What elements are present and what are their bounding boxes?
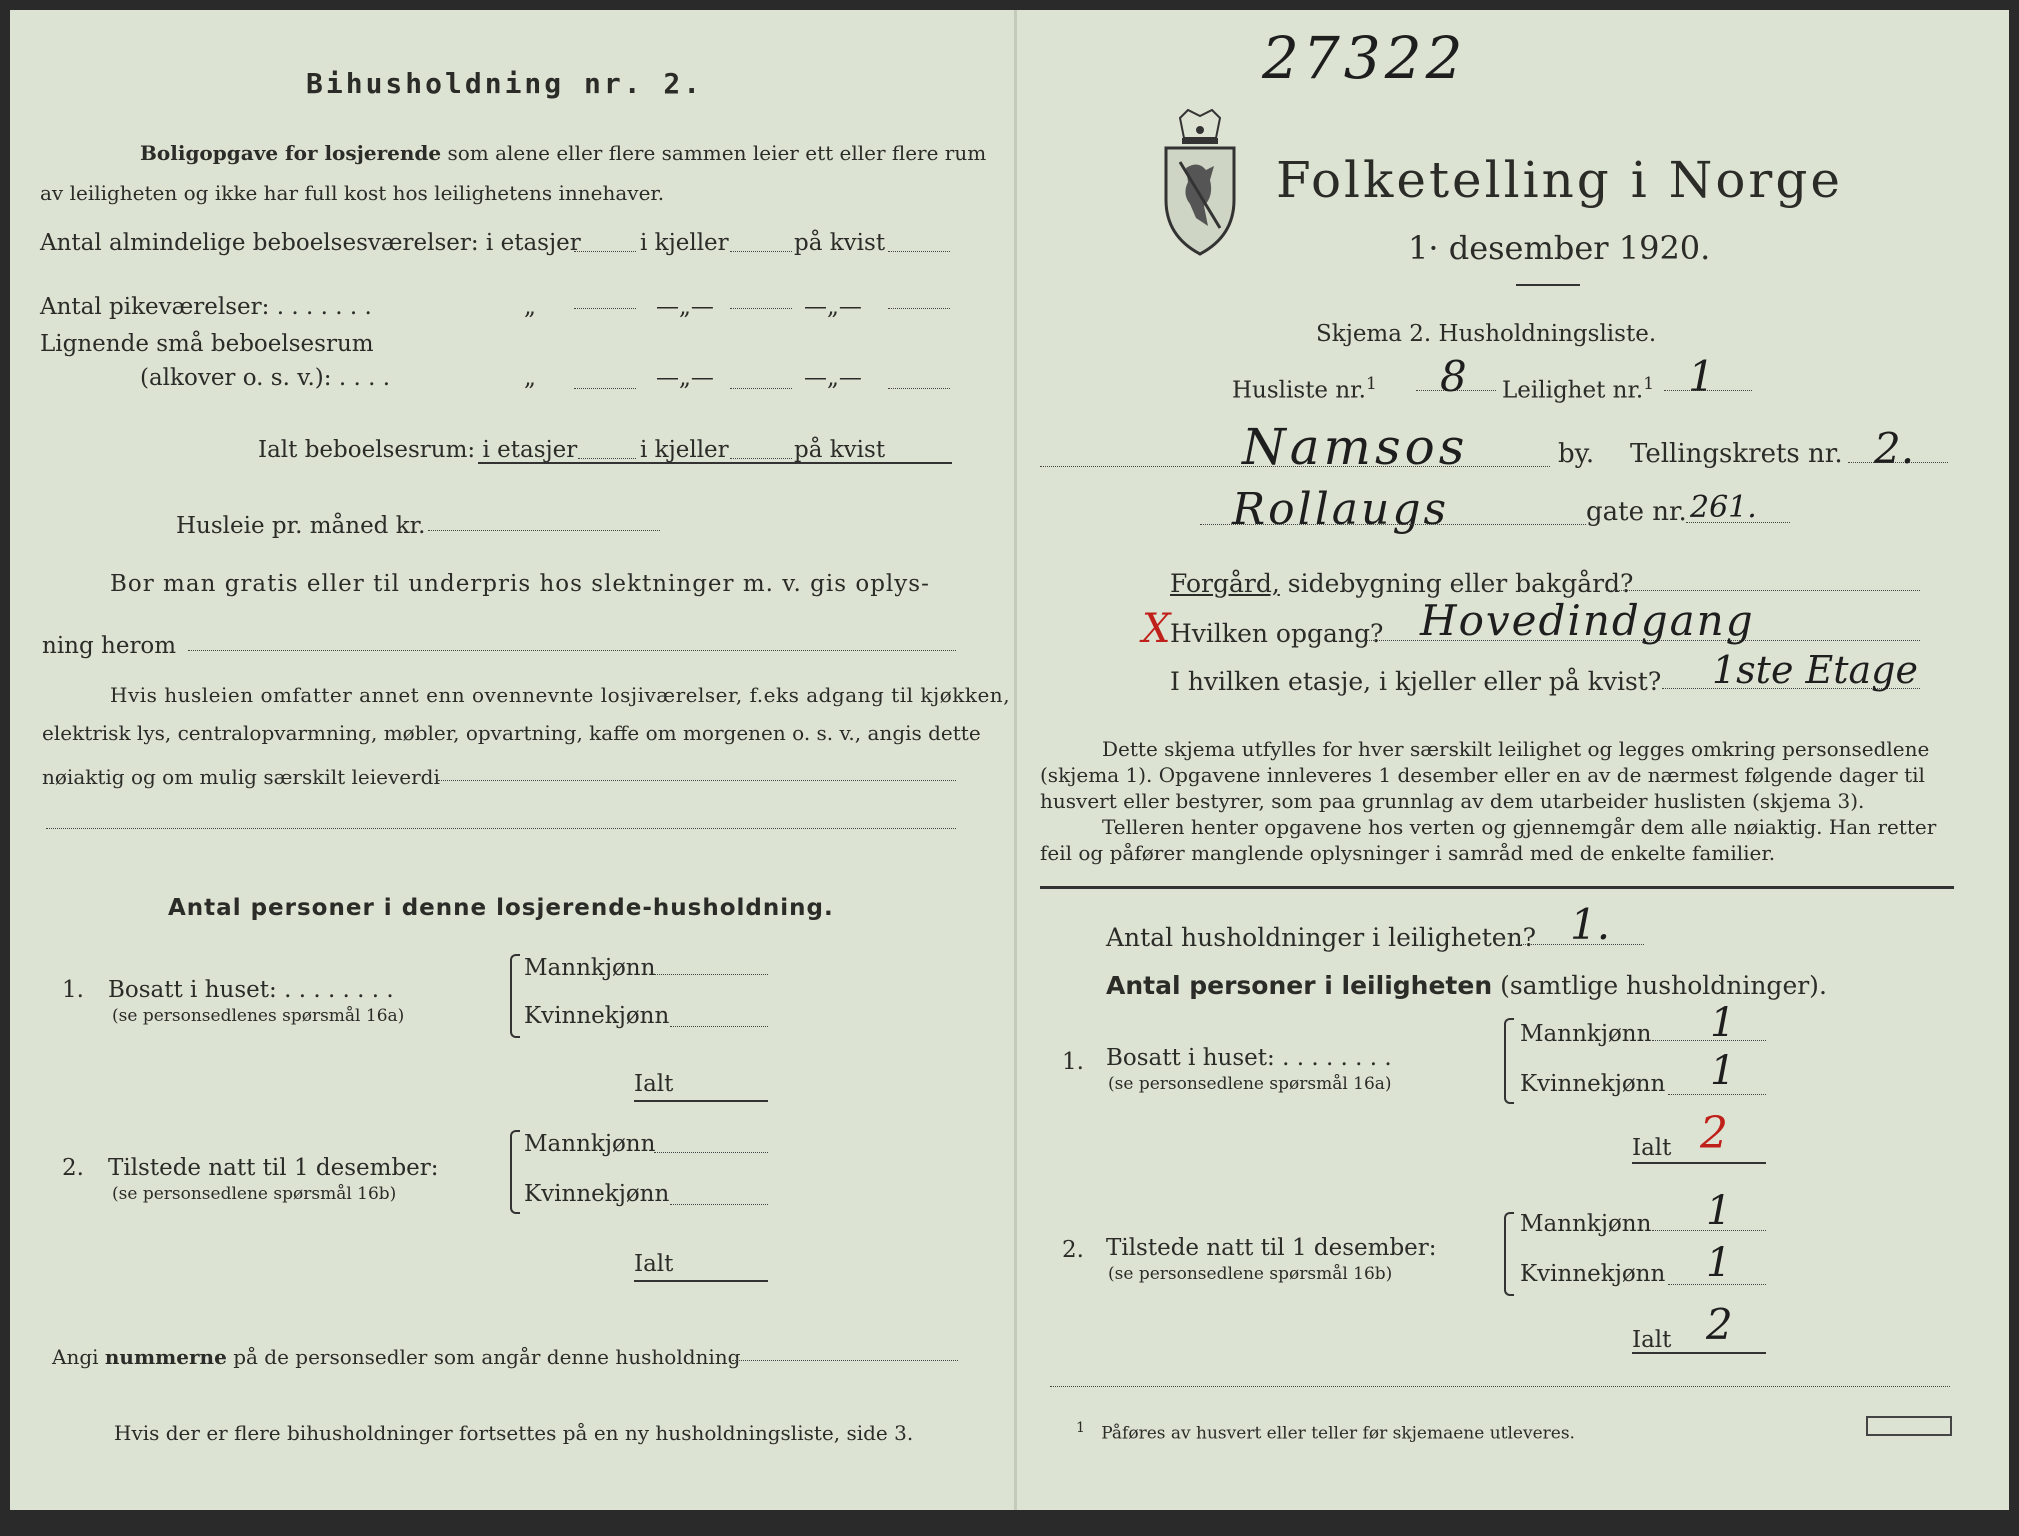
pike-kvist-field [888,308,950,309]
right-q1-sub: (se personsedlene spørsmål 16a) [1108,1074,1392,1094]
coat-of-arms-icon [1158,108,1242,258]
small-rooms-label-2: (alkover o. s. v.): . . . . [140,365,391,391]
angi-rest: på de personsedler som angår denne husholdning [233,1345,741,1369]
left-q1-kvinne-label: Kvinnekjønn [524,1003,670,1029]
rooms-kvist-label: på kvist [794,230,886,256]
opgang-value: Hovedindgang [1420,596,1755,645]
gratis-field [188,650,956,651]
small-ditto-3: —„— [804,365,862,391]
right-q2-sub: (se personsedlene spørsmål 16b) [1108,1264,1393,1284]
angi-line [52,1344,740,1370]
husliste-label [1232,370,1377,405]
left-q2-sub: (se personsedlene spørsmål 16b) [112,1184,397,1204]
footnote-rule [1050,1386,1950,1387]
extra-field-1 [438,780,956,781]
left-q1-num: 1. [62,977,84,1003]
gate-value: 261. [1690,490,1757,525]
archive-number: 27322 [1262,24,1467,92]
left-q1-ialt-label: Ialt [634,1071,674,1097]
instr-line-2: (skjema 1). Opgavene innleveres 1 desember eller en av de nærmest følgende dager til [1040,763,1925,787]
rent-label: Husleie pr. måned kr. [176,513,426,539]
ialt-etasjer-field [578,458,636,459]
left-q2-kvinne-field [670,1204,768,1205]
krets-value: 2. [1874,424,1915,473]
left-q1-kvinne-field [670,1026,768,1027]
left-footer: Hvis der er flere bihusholdninger fortsettes på en ny husholdningsliste, side 3. [114,1421,914,1445]
left-persons-heading: Antal personer i denne losjerende-husholdning. [168,895,834,921]
pike-etasjer-field [574,308,636,309]
pike-label: Antal pikeværelser: . . . . . . . [40,294,372,320]
hush-label: Antal husholdninger i leiligheten? [1106,923,1537,952]
leilighet-label [1502,370,1654,405]
right-q2-ialt-value: 2 [1706,1300,1733,1349]
small-kjeller-field [730,388,792,389]
intro-line-1 [140,140,986,166]
right-q1-mann-label: Mannkjønn [1520,1021,1652,1047]
small-kvist-field [888,388,950,389]
gate-label: gate nr. [1586,497,1687,527]
right-persons-heading [1106,972,1827,1000]
instr-line-3: husvert eller bestyrer, som paa grunnlag av dem utarbeider huslisten (skjema 3). [1040,789,1865,813]
etasje-value: 1ste Etage [1712,648,1918,692]
husliste-value: 8 [1440,352,1467,401]
persons-bold: Antal personer i leiligheten [1106,971,1493,1000]
small-rooms-label-1: Lignende små beboelsesrum [40,331,374,357]
left-q2-mann-field [654,1152,768,1153]
right-q1-kvinne-value: 1 [1710,1048,1736,1094]
right-q1-brace [1504,1018,1514,1104]
printer-stamp [1866,1416,1952,1436]
rooms-etasjer-field [574,251,636,252]
gratis-line-1: Bor man gratis eller til underpris hos slektninger m. v. gis oplys- [110,571,930,597]
pike-ditto-3: —„— [804,294,862,320]
title-rule [1516,284,1580,286]
small-ditto-1: „ [524,365,536,391]
persons-rest: (samtlige husholdninger). [1500,971,1827,1000]
angi-field [732,1360,958,1361]
right-footnote-mark: 1 [1076,1420,1086,1436]
rooms-kvist-field [888,251,950,252]
left-q1-label: Bosatt i huset: . . . . . . . . [108,977,394,1003]
opgang-label: Hvilken opgang? [1170,619,1384,648]
gratis-line-2: ning herom [42,633,177,659]
instr-line-4: Telleren henter opgavene hos verten og gjennemgår dem alle nøiaktig. Han retter [1102,815,1937,839]
right-footnote [1076,1414,1575,1448]
ialt-kjeller-field [730,458,792,459]
angi-bold: nummerne [104,1345,227,1369]
right-q2-kvinne-label: Kvinnekjønn [1520,1261,1666,1287]
forgaard-underlined: Forgård, [1170,569,1280,598]
forgaard-line [1170,570,1633,598]
by-label: by. [1558,439,1595,469]
intro-bold: Boligopgave for losjerende [140,141,442,165]
small-ditto-2: —„— [656,365,714,391]
left-q1-ialt-underline [634,1100,768,1102]
right-q2-brace [1504,1212,1514,1296]
extra-line-3: nøiaktig og om mulig særskilt leieverdi [42,765,440,789]
leilighet-label-text: Leilighet nr. [1502,377,1644,404]
rent-field [428,530,660,531]
ialt-kjeller-label: i kjeller [640,437,729,463]
leilighet-value: 1 [1688,352,1715,401]
right-q2-ialt-label: Ialt [1632,1327,1672,1353]
left-q1-mann-field [654,974,768,975]
right-q1-mann-field [1652,1040,1766,1041]
angi-pre: Angi [52,1345,99,1369]
form-title: Folketelling i Norge [1276,151,1843,209]
rooms-kjeller-label: i kjeller [640,230,729,256]
form-date: 1· desember 1920. [1408,229,1711,267]
right-q1-kvinne-label: Kvinnekjønn [1520,1071,1666,1097]
left-q2-mann-label: Mannkjønn [524,1131,656,1157]
intro-rest: som alene eller flere sammen leier ett eller flere rum [447,141,987,165]
pike-ditto-2: —„— [656,294,714,320]
rooms-kjeller-field [730,251,792,252]
ialt-rooms-label: Ialt beboelsesrum: i etasjer [258,437,578,463]
intro-line-2: av leiligheten og ikke har full kost hos leilighetens innehaver. [40,181,665,205]
left-q2-ialt-underline [634,1280,768,1282]
right-q1-ialt-value: 2 [1700,1108,1728,1159]
husliste-footnote-mark: 1 [1365,374,1377,394]
forgaard-field [1606,590,1920,591]
street-value: Rollaugs [1232,484,1450,535]
right-q2-label: Tilstede natt til 1 desember: [1106,1235,1437,1261]
extra-field-2 [46,828,956,829]
left-q2-brace [510,1130,520,1214]
right-q1-label: Bosatt i huset: . . . . . . . . [1106,1045,1392,1071]
small-etasjer-field [574,388,636,389]
pike-kjeller-field [730,308,792,309]
city-value: Namsos [1242,418,1469,476]
schema-label: Skjema 2. Husholdningsliste. [1316,321,1657,347]
instr-line-1: Dette skjema utfylles for hver særskilt leilighet og legges omkring personsedlene [1102,737,1930,761]
ialt-kvist-label: på kvist [794,437,886,463]
hush-value: 1. [1570,900,1611,949]
right-q1-ialt-underline [1632,1162,1766,1164]
instr-line-5: feil og påfører manglende oplysninger i samråd med de enkelte familier. [1040,841,1776,865]
left-q2-num: 2. [62,1155,84,1181]
city-field [1040,466,1550,467]
right-q1-ialt-label: Ialt [1632,1135,1672,1161]
street-field [1200,524,1586,525]
husliste-label-text: Husliste nr. [1232,377,1366,404]
instructions-rule [1040,886,1954,889]
left-q2-ialt-label: Ialt [634,1251,674,1277]
rooms-label: Antal almindelige beboelsesværelser: i etasjer [40,230,581,256]
page-fold [1014,10,1017,1510]
right-q1-mann-value: 1 [1710,1000,1736,1046]
extra-line-1: Hvis husleien omfatter annet enn ovennevnte losjiværelser, f.eks adgang til kjøkken, [110,683,1011,707]
pike-ditto-1: „ [524,294,536,320]
left-q1-mann-label: Mannkjønn [524,955,656,981]
right-q2-mann-value: 1 [1706,1188,1732,1234]
right-q1-num: 1. [1062,1049,1084,1075]
right-q2-ialt-underline [1632,1352,1766,1354]
extra-line-2: elektrisk lys, centralopvarmning, møbler, opvartning, kaffe om morgenen o. s. v., angis dette [42,721,981,745]
right-q2-mann-label: Mannkjønn [1520,1211,1652,1237]
leilighet-footnote-mark: 1 [1643,374,1655,394]
krets-label: Tellingskrets nr. [1630,439,1843,469]
left-q1-sub: (se personsedlenes spørsmål 16a) [112,1006,405,1026]
right-q2-kvinne-value: 1 [1706,1240,1732,1286]
left-q1-brace [510,954,520,1038]
left-title: Bihusholdning nr. 2. [306,67,704,100]
right-q2-num: 2. [1062,1237,1084,1263]
opgang-mark: X [1142,606,1171,652]
right-footnote-text: Påføres av husvert eller teller før skjemaene utleveres. [1101,1423,1575,1444]
right-q1-kvinne-field [1668,1094,1766,1095]
forgaard-rest: sidebygning eller bakgård? [1287,569,1634,598]
ialt-underline [478,462,952,464]
left-q2-label: Tilstede natt til 1 desember: [108,1155,439,1181]
etasje-label: I hvilken etasje, i kjeller eller på kvist? [1170,667,1662,696]
left-q2-kvinne-label: Kvinnekjønn [524,1181,670,1207]
